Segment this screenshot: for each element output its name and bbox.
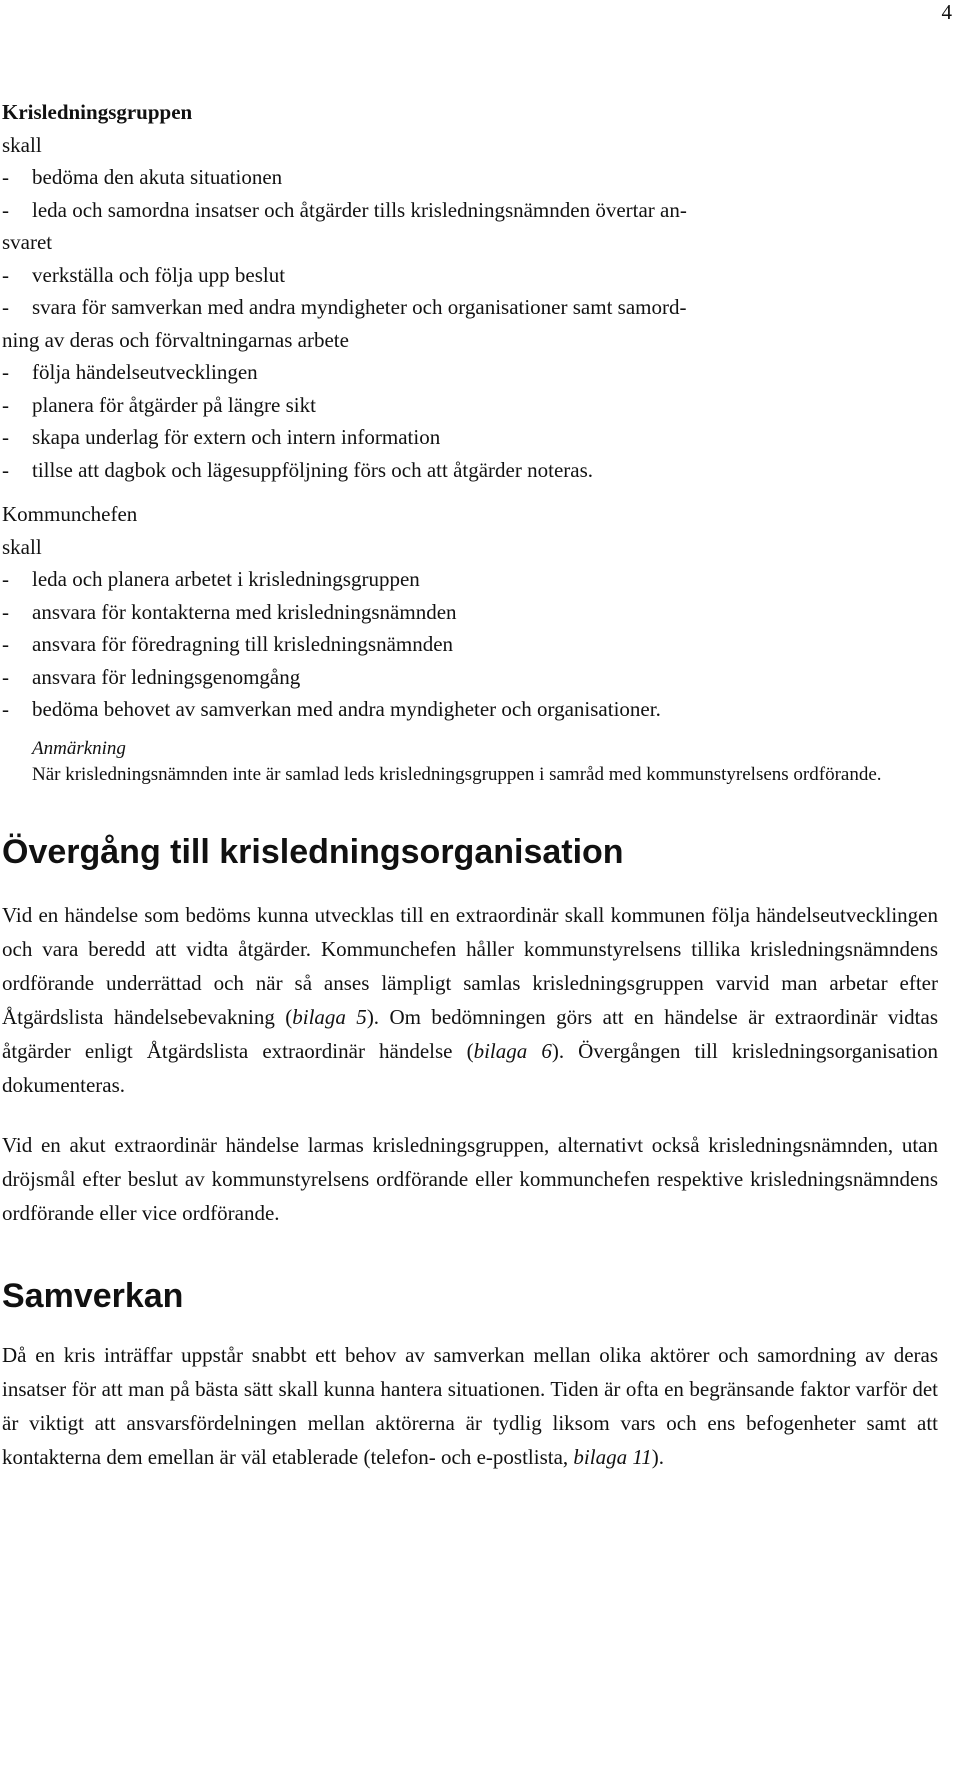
list-item: - verkställa och följa upp beslut: [2, 262, 286, 287]
list-item-continuation: ning av deras och förvaltningarnas arbete: [2, 327, 349, 352]
section-kommunchefen: [2, 498, 938, 788]
list-item: - leda och planera arbetet i krisledningsgruppen: [2, 567, 420, 591]
document-body: [2, 96, 938, 1474]
note-label: Anmärkning: [32, 737, 126, 759]
paragraph: Vid en händelse som bedöms kunna utvecklas till en extraordinär skall kommunen följa händelseutvecklingen och vara beredd att vidta åtgärder. Kommunchefen håller kommunstyrelsens tillika krisledningsnämndens ordförande underrättad och när så anses lämpligt samlas krisledningsgruppen varvid man arbetar efter Åtgärdslista händelsebevakning (bilaga 5). Om bedömningen görs att en händelse är extraordinär vidtas åtgärder enligt Åtgärdslista extraordinär händelse (bilaga 6). Övergången till krisledningsorganisation dokumenteras.: [2, 902, 939, 1097]
paragraph: Vid en akut extraordinär händelse larmas krisledningsgruppen, alternativt också krisledningsnämnden, utan dröjsmål efter beslut av kommunstyrelsens ordförande eller kommunchefen respektive krisledningsnämndens ordförande eller vice ordförande.: [2, 1132, 938, 1225]
section-intro: skall: [2, 534, 42, 559]
section-title: Övergång till krisledningsorganisation: [2, 832, 624, 871]
list-item: - bedöma behovet av samverkan med andra myndigheter och organisationer.: [2, 697, 661, 721]
list-item: - ansvara för ledningsgenomgång: [2, 664, 301, 689]
list-item: - följa händelseutvecklingen: [2, 360, 258, 384]
section-samverkan: [2, 1276, 938, 1474]
list-item: - planera för åtgärder på längre sikt: [2, 392, 316, 417]
section-title: Samverkan: [2, 1276, 184, 1315]
list-item: - ansvara för kontakterna med krisledningsnämnden: [2, 599, 457, 624]
section-overgang: [2, 832, 938, 1230]
list-item: - skapa underlag för extern och intern information: [2, 425, 441, 449]
section-heading: Krisledningsgruppen: [2, 100, 193, 124]
section-intro: skall: [2, 132, 42, 157]
list-item: - leda och samordna insatser och åtgärder tills krisledningsnämnden övertar an-: [2, 197, 687, 222]
appendix-reference: bilaga 6: [473, 1038, 552, 1063]
list-item: - svara för samverkan med andra myndigheter och organisationer samt samord-: [2, 295, 687, 319]
list-item: - bedöma den akuta situationen: [2, 165, 283, 189]
paragraph: Då en kris inträffar uppstår snabbt ett behov av samverkan mellan olika aktörer och samordning av deras insatser för att man på bästa sätt skall kunna hantera situationen. Tiden är ofta en begränsande faktor varför det är viktigt att ansvarsfördelningen mellan aktörerna är tydlig liksom vars och ens befogenheter samt att kontakterna dem emellan är väl etablerade (telefon- och e-postlista, bilaga 11).: [2, 1342, 938, 1469]
note-block: [32, 736, 938, 788]
appendix-reference: bilaga 5: [292, 1004, 367, 1029]
section-heading: Kommunchefen: [2, 502, 138, 526]
list-item-continuation: svaret: [2, 230, 53, 254]
list-item: - tillse att dagbok och lägesuppföljning förs och att åtgärder noteras.: [2, 457, 594, 482]
page-number: 4: [941, 0, 952, 24]
appendix-reference: bilaga 11: [573, 1444, 652, 1469]
note-text: När krisledningsnämnden inte är samlad leds krisledningsgruppen i samråd med kommunstyrelsens ordförande.: [32, 763, 882, 785]
list-item: - ansvara för föredragning till krisledningsnämnden: [2, 632, 454, 656]
section-krisledningsgruppen: [2, 96, 938, 486]
